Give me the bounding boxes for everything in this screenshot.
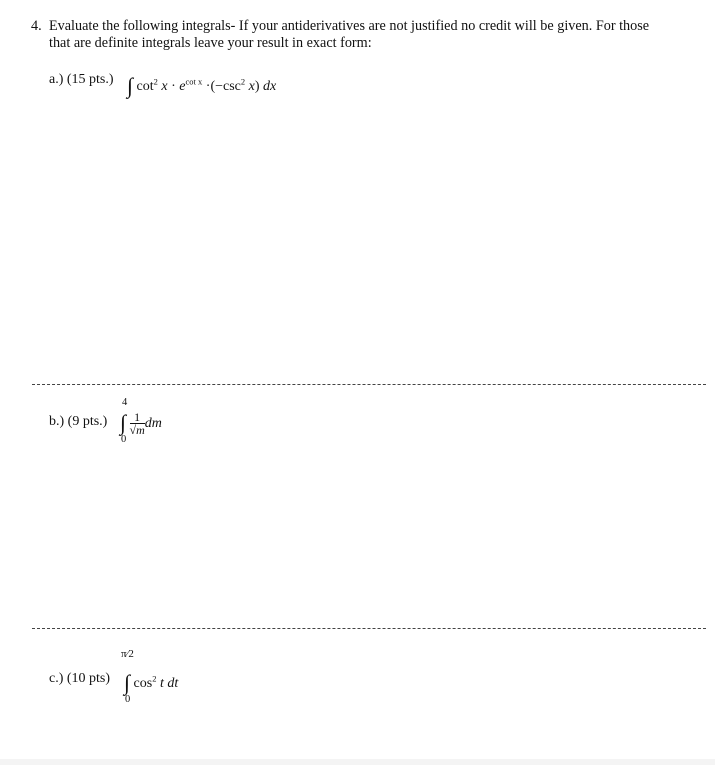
fraction-numerator: 1	[130, 411, 145, 424]
differential: dm	[144, 416, 162, 431]
cos-exponent: 2	[152, 673, 157, 684]
integral-sign: ∫	[120, 410, 127, 435]
exponential-base: e	[179, 79, 186, 94]
upper-limit: π⁄2	[121, 648, 134, 660]
part-b-integrand	[120, 407, 162, 437]
cot-exponent: 2	[153, 76, 158, 87]
dashed-divider	[32, 628, 706, 629]
differential: dx	[263, 79, 277, 94]
fraction-denominator: √m	[129, 422, 145, 437]
upper-limit: 4	[122, 397, 128, 408]
question-number: 4.	[31, 18, 42, 34]
variable-x: x	[248, 79, 255, 94]
dashed-divider	[32, 384, 706, 385]
integral-sign: ∫	[124, 670, 131, 695]
variable-x: x	[161, 79, 168, 94]
part-c-label: c.) (10 pts)	[49, 671, 111, 686]
multiply-dot: ·	[171, 79, 176, 94]
part-b-label: b.) (9 pts.)	[49, 414, 108, 429]
page-bottom-edge	[0, 759, 715, 765]
part-a-integrand	[127, 70, 276, 96]
differential: dt	[167, 676, 179, 691]
csc-function: (−csc	[210, 79, 241, 94]
lower-limit: 0	[125, 694, 131, 705]
integral-sign: ∫	[127, 73, 134, 98]
lower-limit: 0	[121, 434, 127, 445]
multiply-dot: ·	[205, 79, 211, 94]
variable-t: t	[159, 676, 164, 691]
part-a-label: a.) (15 pts.)	[49, 72, 114, 87]
question-instructions	[31, 18, 681, 52]
part-c-integrand	[124, 667, 178, 693]
close-paren: )	[254, 79, 260, 94]
csc-exponent: 2	[240, 76, 246, 87]
instructions-line-1: Evaluate the following integrals- If your antiderivatives are not justified no credit will be given. For those	[49, 18, 650, 34]
cot-function: cot	[136, 79, 154, 94]
exponential-exponent: cot x	[185, 76, 203, 87]
instructions-line-2: that are definite integrals leave your result in exact form:	[49, 35, 372, 51]
fraction	[130, 411, 145, 437]
cos-function: cos	[133, 676, 153, 691]
